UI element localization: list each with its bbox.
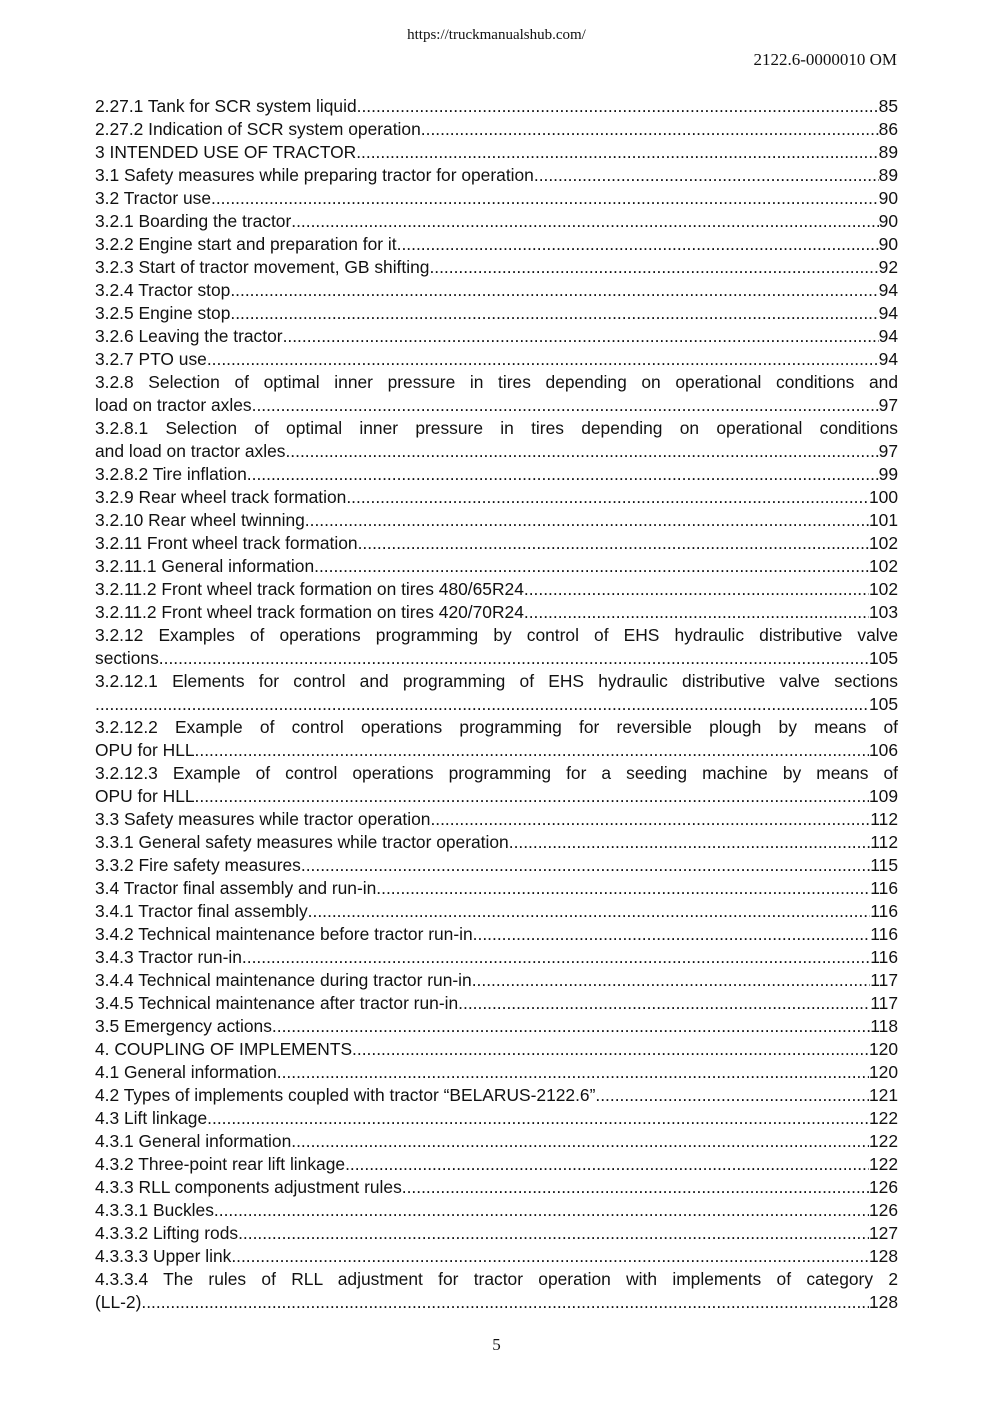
toc-dot-leader [524, 578, 869, 601]
toc-entry-title-line1: 3.2.12.3 Example of control operations programming for a seeding machine by means of [95, 763, 898, 783]
table-of-contents [95, 95, 898, 1314]
toc-entry-title: 3.2.1 Boarding the tractor [95, 211, 292, 231]
toc-entry[interactable] [95, 1176, 898, 1199]
toc-entry[interactable] [95, 118, 898, 141]
toc-entry[interactable] [95, 233, 898, 256]
toc-entry-page: 117 [870, 970, 898, 990]
toc-entry-title: 4. COUPLING OF IMPLEMENTS [95, 1039, 353, 1059]
toc-dot-leader [430, 808, 870, 831]
toc-entry[interactable] [95, 95, 898, 118]
toc-dot-leader [231, 1245, 869, 1268]
toc-entry[interactable] [95, 164, 898, 187]
toc-entry-title: 3.4.5 Technical maintenance after tractor run-in [95, 993, 459, 1013]
toc-dot-leader [277, 1061, 869, 1084]
toc-entry-title: 3.2 Tractor use [95, 188, 211, 208]
toc-dot-leader [159, 647, 869, 670]
toc-dot-leader [458, 992, 870, 1015]
toc-entry-title: 3.5 Emergency actions [95, 1016, 272, 1036]
toc-entry-title: 3.2.4 Tractor stop [95, 280, 231, 300]
toc-entry-page: 90 [878, 234, 898, 254]
toc-entry-title: 4.3.3.2 Lifting rods [95, 1223, 239, 1243]
toc-entry-title: 3.3 Safety measures while tractor operation [95, 809, 431, 829]
toc-dot-leader [357, 95, 879, 118]
toc-dot-leader [356, 141, 878, 164]
toc-entry-page: 122 [868, 1154, 898, 1174]
toc-entry-title: 3.2.11.2 Front wheel track formation on tires 480/65R24 [95, 579, 524, 599]
toc-entry-page: 97 [878, 395, 898, 415]
toc-entry-page: 112 [870, 809, 898, 829]
toc-dot-leader [195, 785, 869, 808]
toc-dot-leader [595, 1084, 869, 1107]
toc-entry-page: 122 [868, 1108, 898, 1128]
toc-entry[interactable] [95, 831, 898, 854]
toc-entry[interactable] [95, 555, 898, 578]
toc-entry-page: 103 [868, 602, 898, 622]
toc-entry[interactable] [95, 1038, 898, 1061]
toc-entry-title: 3.2.10 Rear wheel twinning [95, 510, 305, 530]
toc-entry[interactable] [95, 1130, 898, 1153]
toc-entry-title-line2: load on tractor axles [95, 395, 252, 415]
toc-dot-leader [376, 877, 870, 900]
toc-dot-leader [305, 509, 869, 532]
toc-entry-title: 4.3.3.1 Buckles [95, 1200, 214, 1220]
toc-entry-title-line1: 3.2.12.1 Elements for control and programming of EHS hydraulic distributive valve sections [95, 671, 898, 691]
toc-entry-title: 3.4.1 Tractor final assembly [95, 901, 308, 921]
toc-entry[interactable] [95, 463, 898, 486]
toc-entry[interactable] [95, 1222, 898, 1245]
toc-entry-title-line2: and load on tractor axles. [95, 441, 291, 461]
toc-entry-page: 120 [868, 1039, 898, 1059]
toc-dot-leader [252, 394, 879, 417]
toc-dot-leader [242, 946, 870, 969]
toc-dot-leader [524, 601, 869, 624]
toc-dot-leader [345, 1153, 869, 1176]
toc-entry[interactable] [95, 601, 898, 624]
toc-entry-page: 101 [868, 510, 898, 530]
toc-entry-page: 127 [868, 1223, 898, 1243]
toc-entry-page: 116 [870, 924, 898, 944]
toc-entry-page: 115 [870, 855, 898, 875]
toc-entry-title-line1: 4.3.3.4 The rules of RLL adjustment for tractor operation with implements of category 2 [95, 1269, 898, 1289]
toc-entry[interactable] [95, 670, 898, 716]
document-id: 2122.6-0000010 OM [753, 50, 897, 69]
toc-entry-title: 3.2.11.2 Front wheel track formation on tires 420/70R24 [95, 602, 524, 622]
toc-entry[interactable] [95, 923, 898, 946]
toc-entry-title: 3.4.3 Tractor run-in [95, 947, 242, 967]
toc-entry-page: 99 [878, 464, 898, 484]
toc-dot-leader [214, 1199, 869, 1222]
toc-dot-leader [352, 1038, 869, 1061]
toc-entry-page: 126 [868, 1200, 898, 1220]
toc-entry-title: 4.2 Types of implements coupled with tractor “BELARUS-2122.6” [95, 1085, 596, 1105]
toc-entry-title: 2.27.1 Tank for SCR system liquid [95, 96, 357, 116]
toc-entry-page: 116 [870, 878, 898, 898]
toc-entry-title: 3 INTENDED USE OF TRACTOR [95, 142, 357, 162]
toc-entry-title: 3.2.11.1 General information [95, 556, 315, 576]
toc-entry[interactable] [95, 210, 898, 233]
toc-entry-title: 3.2.3 Start of tractor movement, GB shifting [95, 257, 430, 277]
toc-entry[interactable] [95, 371, 898, 417]
toc-entry-page: 128 [868, 1246, 898, 1266]
toc-entry-page: 89 [878, 165, 898, 185]
toc-dot-leader [291, 210, 878, 233]
toc-entry-page: 122 [868, 1131, 898, 1151]
toc-dot-leader [207, 348, 879, 371]
toc-entry-page: 102 [868, 556, 898, 576]
toc-entry[interactable] [95, 716, 898, 762]
toc-entry-title: 3.2.2 Engine start and preparation for it [95, 234, 397, 254]
toc-entry-title: 3.1 Safety measures while preparing tractor for operation [95, 165, 534, 185]
toc-entry-page: 94 [878, 349, 898, 369]
toc-entry[interactable] [95, 302, 898, 325]
toc-dot-leader [211, 187, 879, 210]
toc-dot-leader [95, 693, 869, 716]
toc-entry-title: 3.4 Tractor final assembly and run-in [95, 878, 377, 898]
toc-entry-page: 116 [870, 901, 898, 921]
toc-entry-title: 4.3.2 Three-point rear lift linkage [95, 1154, 346, 1174]
toc-entry[interactable] [95, 854, 898, 877]
toc-entry[interactable] [95, 1015, 898, 1038]
toc-entry-title-line2: OPU for HLL [95, 786, 195, 806]
toc-dot-leader [247, 463, 879, 486]
toc-entry-page: 100 [868, 487, 898, 507]
page-number: 5 [492, 1335, 501, 1354]
toc-dot-leader [346, 486, 869, 509]
toc-entry-page: 85 [878, 96, 898, 116]
toc-entry[interactable] [95, 1084, 898, 1107]
toc-entry-page: 120 [868, 1062, 898, 1082]
toc-entry-page: 102 [868, 533, 898, 553]
toc-dot-leader [238, 1222, 869, 1245]
toc-entry[interactable] [95, 141, 898, 164]
toc-entry-title-line1: 3.2.8 Selection of optimal inner pressure in tires depending on operational conditions and [95, 372, 898, 392]
toc-entry[interactable] [95, 877, 898, 900]
toc-entry-title-line2: sections [95, 648, 159, 668]
toc-entry[interactable] [95, 486, 898, 509]
toc-entry-page: 97 [878, 441, 898, 461]
toc-entry[interactable] [95, 1268, 898, 1314]
toc-entry-page: 105 [868, 694, 898, 714]
toc-dot-leader [314, 555, 869, 578]
toc-entry-page: 92 [878, 257, 898, 277]
toc-dot-leader [397, 233, 879, 256]
toc-entry-page: 126 [868, 1177, 898, 1197]
toc-entry-title: 3.2.5 Engine stop [95, 303, 231, 323]
toc-entry-page: 109 [868, 786, 898, 806]
toc-dot-leader [207, 1107, 869, 1130]
toc-dot-leader [308, 900, 871, 923]
toc-entry-page: 106 [868, 740, 898, 760]
toc-entry[interactable] [95, 256, 898, 279]
toc-entry-title: 3.2.8.2 Tire inflation [95, 464, 247, 484]
toc-entry-page: 102 [868, 579, 898, 599]
toc-entry-title-line2: OPU for HLL [95, 740, 195, 760]
toc-entry-title: 4.3.3 RLL components adjustment rules [95, 1177, 402, 1197]
toc-dot-leader [230, 302, 878, 325]
toc-entry[interactable] [95, 1061, 898, 1084]
toc-entry-title: 3.2.11 Front wheel track formation [95, 533, 358, 553]
toc-entry[interactable] [95, 532, 898, 555]
toc-entry[interactable] [95, 509, 898, 532]
toc-entry-page: 117 [870, 993, 898, 1013]
toc-entry-page: 128 [868, 1292, 898, 1312]
toc-entry[interactable] [95, 187, 898, 210]
toc-entry-title: 2.27.2 Indication of SCR system operation [95, 119, 421, 139]
toc-dot-leader [358, 532, 869, 555]
toc-dot-leader [429, 256, 878, 279]
toc-entry-title: 3.2.9 Rear wheel track formation [95, 487, 347, 507]
toc-entry[interactable] [95, 1199, 898, 1222]
toc-entry-page: 94 [878, 326, 898, 346]
toc-entry[interactable] [95, 578, 898, 601]
toc-entry-title: 4.1 General information [95, 1062, 277, 1082]
toc-dot-leader [473, 923, 871, 946]
toc-dot-leader [291, 1130, 869, 1153]
toc-entry-title: 3.4.2 Technical maintenance before tractor run-in [95, 924, 473, 944]
toc-entry[interactable] [95, 762, 898, 808]
toc-entry-title: 4.3 Lift linkage [95, 1108, 208, 1128]
toc-dot-leader [230, 279, 878, 302]
toc-entry-title: 4.3.1 General information [95, 1131, 292, 1151]
toc-entry-title: 3.2.6 Leaving the tractor [95, 326, 283, 346]
toc-entry-title: 3.3.2 Fire safety measures [95, 855, 301, 875]
toc-entry-title-line2: (LL-2) [95, 1292, 142, 1312]
toc-entry[interactable] [95, 969, 898, 992]
toc-dot-leader [272, 1015, 870, 1038]
toc-entry[interactable] [95, 325, 898, 348]
toc-entry-page: 90 [878, 211, 898, 231]
toc-entry[interactable] [95, 900, 898, 923]
toc-entry-title-line1: 3.2.12.2 Example of control operations programming for reversible plough by means of [95, 717, 898, 737]
toc-dot-leader [402, 1176, 869, 1199]
toc-dot-leader [290, 440, 878, 463]
toc-entry-page: 90 [878, 188, 898, 208]
toc-entry-page: 94 [878, 280, 898, 300]
toc-entry[interactable] [95, 279, 898, 302]
toc-entry[interactable] [95, 992, 898, 1015]
toc-entry-title: 3.3.1 General safety measures while tractor operation [95, 832, 509, 852]
toc-entry-title: 4.3.3.3 Upper link [95, 1246, 232, 1266]
toc-entry[interactable] [95, 1107, 898, 1130]
toc-entry-page: 116 [870, 947, 898, 967]
toc-entry-page: 121 [868, 1085, 898, 1105]
toc-entry[interactable] [95, 1153, 898, 1176]
toc-entry-title-line1: 3.2.8.1 Selection of optimal inner pressure in tires depending on operational conditions [95, 418, 898, 438]
toc-dot-leader [195, 739, 869, 762]
source-url[interactable]: https://truckmanualshub.com/ [407, 27, 586, 43]
toc-entry-page: 89 [878, 142, 898, 162]
toc-entry[interactable] [95, 1245, 898, 1268]
toc-entry[interactable] [95, 624, 898, 670]
toc-entry-title-line1: 3.2.12 Examples of operations programming by control of EHS hydraulic distributive valve [95, 625, 898, 645]
toc-dot-leader [301, 854, 870, 877]
toc-entry[interactable] [95, 808, 898, 831]
toc-dot-leader [421, 118, 879, 141]
toc-entry-page: 112 [870, 832, 898, 852]
toc-entry[interactable] [95, 348, 898, 371]
toc-entry-page: 105 [868, 648, 898, 668]
toc-dot-leader [283, 325, 879, 348]
toc-entry[interactable] [95, 946, 898, 969]
toc-entry-page: 118 [870, 1016, 898, 1036]
toc-dot-leader [534, 164, 879, 187]
toc-entry-title: 3.2.7 PTO use [95, 349, 207, 369]
toc-dot-leader [141, 1291, 869, 1314]
toc-dot-leader [509, 831, 871, 854]
toc-entry[interactable] [95, 417, 898, 463]
toc-entry-page: 86 [878, 119, 898, 139]
toc-entry-page: 94 [878, 303, 898, 323]
toc-entry-title: 3.4.4 Technical maintenance during tractor run-in [95, 970, 472, 990]
toc-dot-leader [472, 969, 871, 992]
